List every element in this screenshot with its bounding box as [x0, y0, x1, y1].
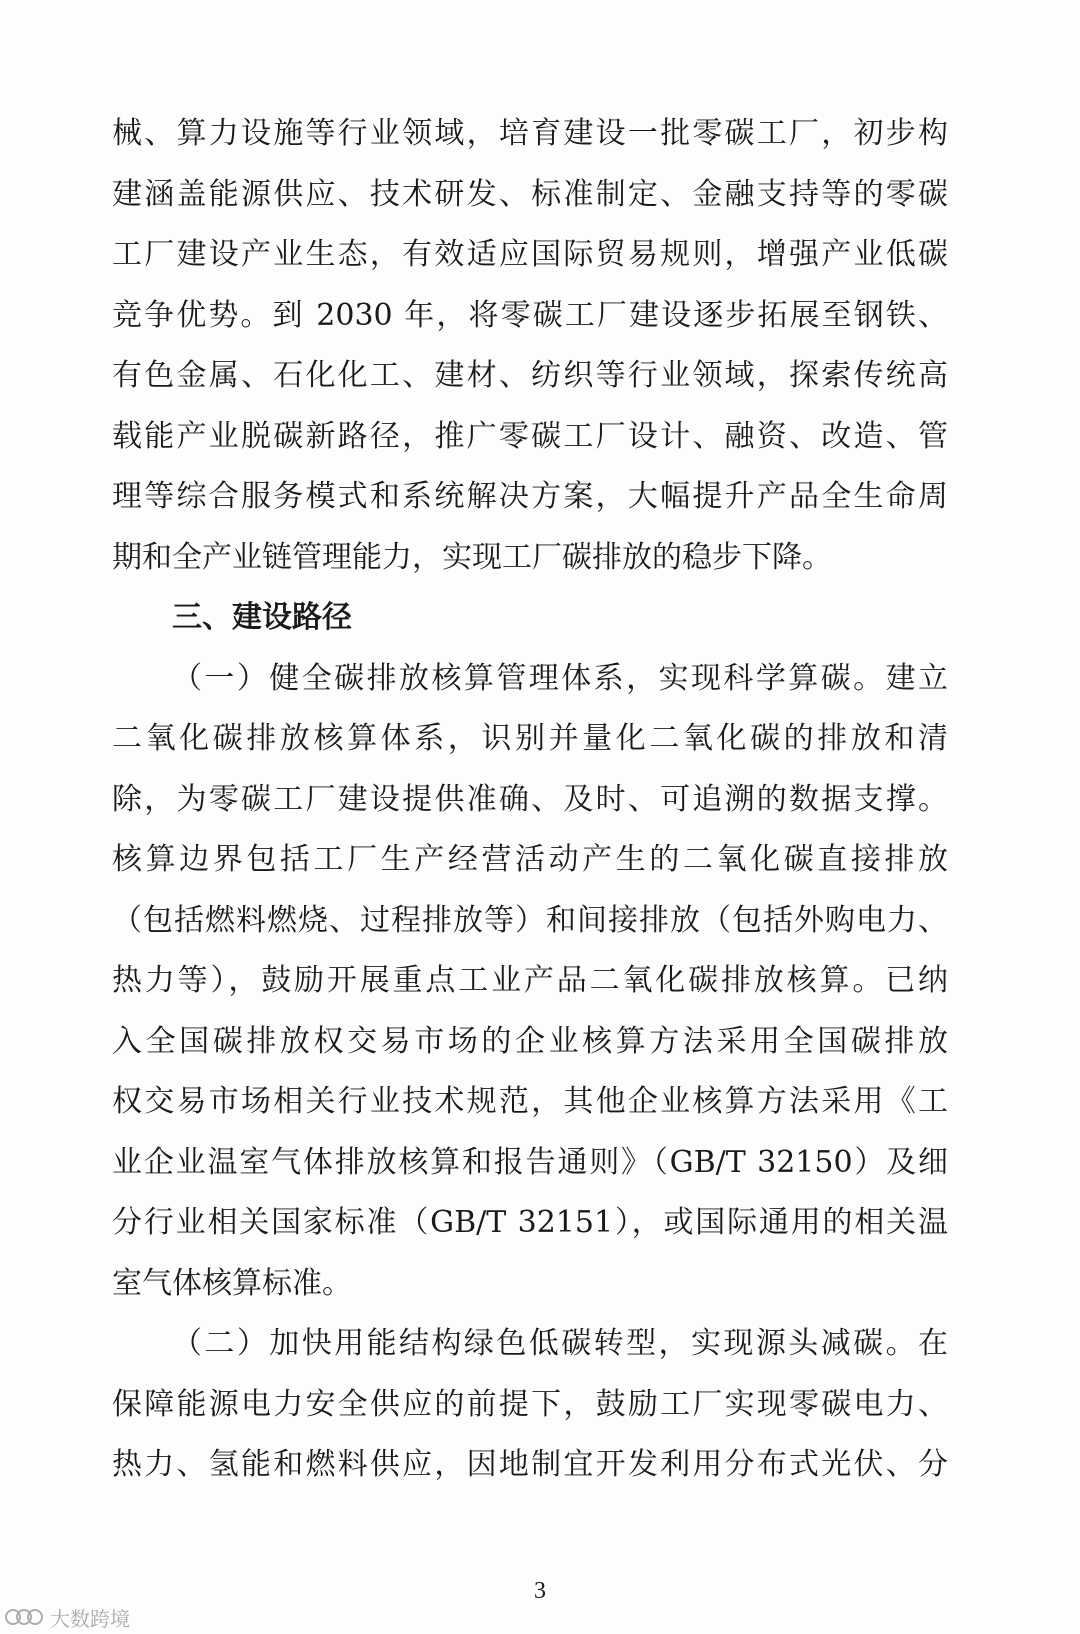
watermark	[4, 1604, 130, 1630]
watermark-text: 大数跨境	[50, 1606, 130, 1631]
text-line: （一）健全碳排放核算管理体系，实现科学算碳。建立	[172, 660, 948, 696]
text-line: 权交易市场相关行业技术规范，其他企业核算方法采用《工	[112, 1084, 948, 1119]
text-line: 理等综合服务模式和系统解决方案，大幅提升产品全生命周	[112, 479, 948, 514]
text-line: （二）加快用能结构绿色低碳转型，实现源头减碳。在	[172, 1326, 948, 1361]
section-heading: 三、建设路径	[172, 600, 352, 635]
text-line: （包括燃料燃烧、过程排放等）和间接排放（包括外购电力、	[112, 902, 948, 938]
body-text	[112, 104, 948, 1496]
text-line: 建涵盖能源供应、技术研发、标准制定、金融支持等的零碳	[112, 176, 948, 212]
text-line: 载能产业脱碳新路径，推广零碳工厂设计、融资、改造、管	[112, 418, 948, 454]
text-line: 分行业相关国家标准（GB/T 32151），或国际通用的相关温	[112, 1205, 948, 1240]
text-line: 工厂建设产业生态，有效适应国际贸易规则，增强产业低碳	[112, 237, 948, 272]
text-line: 热力等），鼓励开展重点工业产品二氧化碳排放核算。已纳	[112, 963, 948, 998]
text-line: 核算边界包括工厂生产经营活动产生的二氧化碳直接排放	[112, 842, 948, 877]
page-number: 3	[534, 1578, 546, 1604]
text-line: 室气体核算标准。	[112, 1265, 352, 1301]
text-line: 热力、氢能和燃料供应，因地制宜开发利用分布式光伏、分	[112, 1447, 948, 1482]
text-line: 竞争优势。到 2030 年，将零碳工厂建设逐步拓展至钢铁、	[112, 297, 948, 333]
text-line: 业企业温室气体排放核算和报告通则》（GB/T 32150）及细	[112, 1144, 948, 1180]
text-line: 除，为零碳工厂建设提供准确、及时、可追溯的数据支撑。	[112, 781, 948, 817]
logo-icon	[4, 1606, 44, 1628]
text-line: 期和全产业链管理能力，实现工厂碳排放的稳步下降。	[112, 539, 832, 575]
text-line: 械、算力设施等行业领域，培育建设一批零碳工厂，初步构	[112, 116, 948, 151]
text-line: 入全国碳排放权交易市场的企业核算方法采用全国碳排放	[112, 1023, 948, 1059]
text-line: 有色金属、石化化工、建材、纺织等行业领域，探索传统高	[112, 358, 948, 393]
text-line: 二氧化碳排放核算体系，识别并量化二氧化碳的排放和清	[112, 721, 948, 756]
text-line: 保障能源电力安全供应的前提下，鼓励工厂实现零碳电力、	[112, 1386, 948, 1422]
